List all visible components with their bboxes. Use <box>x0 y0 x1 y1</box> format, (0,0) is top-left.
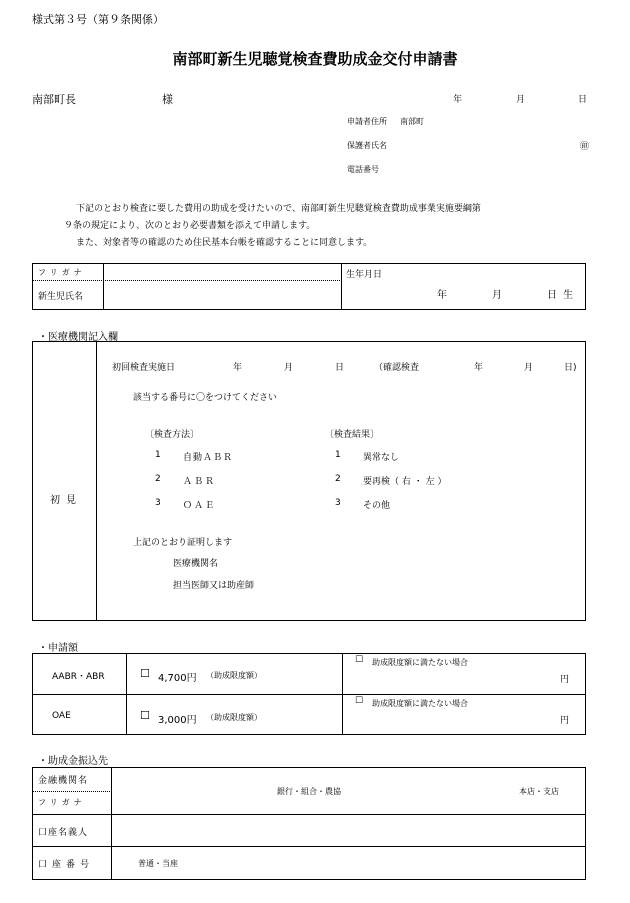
result-number[interactable]: 1 <box>335 450 341 460</box>
method-label: 自動ＡＢＲ <box>183 453 234 463</box>
guardian-name-label: 保護者氏名 <box>347 141 387 150</box>
result-label: 異常なし <box>363 453 400 463</box>
result-label: その他 <box>363 501 391 511</box>
addressee-honorific: 様 <box>162 93 173 106</box>
account-holder-input[interactable] <box>112 815 585 845</box>
birth-date-label: 生年月日 <box>346 270 383 280</box>
birth-day-suffix: 日生 <box>547 290 579 301</box>
method-label: ＯＡＥ <box>183 501 217 511</box>
result-number[interactable]: 2 <box>335 474 341 484</box>
exam-day: 日 <box>335 363 345 373</box>
birth-year: 年 <box>437 290 447 301</box>
amount-note: （助成限度額） <box>206 671 262 680</box>
amount-checkbox[interactable]: ☐ <box>140 709 150 722</box>
branch-type-options[interactable]: 本店・支店 <box>519 787 559 796</box>
confirm-exam-label: （確認検査 <box>374 363 420 373</box>
bank-section-title: ・助成金振込先 <box>38 756 108 767</box>
applicant-address-label: 申請者住所 <box>347 117 387 126</box>
applicant-address-value: 南部町 <box>400 117 424 126</box>
date-day: 日 <box>578 95 588 105</box>
under-limit-checkbox[interactable]: ☐ <box>355 696 364 706</box>
newborn-name-label: 新生児氏名 <box>38 292 84 302</box>
medical-table <box>32 341 586 621</box>
institution-name-label: 医療機関名 <box>173 559 219 569</box>
account-holder-label: 口座名義人 <box>38 828 89 838</box>
confirm-year: 年 <box>474 363 484 373</box>
form-number-label: 様式第３号（第９条関係） <box>32 13 164 26</box>
medical-section-title: ・医療機関記入欄 <box>38 332 118 343</box>
method-number[interactable]: 1 <box>155 450 161 460</box>
account-type-options[interactable]: 普通・当座 <box>138 859 178 868</box>
phone-label: 電話番号 <box>347 165 379 174</box>
birth-month: 月 <box>492 290 502 301</box>
body-line-1: 下記のとおり検査に要した費用の助成を受けたいので、南部町新生児聴覚検査費助成事業実施要綱第 <box>76 204 481 214</box>
bank-institution-label: 金融機関名 <box>38 776 89 786</box>
body-line-2: ９条の規定により、次のとおり必要書類を添えて申請します。 <box>64 221 316 231</box>
seal-mark: ㊞ <box>580 142 590 152</box>
account-number-label: 口座番号 <box>38 860 95 870</box>
method-header: 〔検査方法〕 <box>145 430 200 440</box>
amount-section-title: ・申請額 <box>38 643 78 654</box>
yen-unit: 円 <box>560 675 570 685</box>
under-limit-label: 助成限度額に満たない場合 <box>372 699 468 708</box>
result-header: 〔検査結果〕 <box>325 430 380 440</box>
under-limit-checkbox[interactable]: ☐ <box>355 655 364 665</box>
method-number[interactable]: 3 <box>155 498 161 508</box>
amount-note: （助成限度額） <box>206 713 262 722</box>
doctor-name-label: 担当医師又は助産師 <box>173 581 255 591</box>
confirm-month: 月 <box>524 363 534 373</box>
yen-unit: 円 <box>560 716 570 726</box>
exam-month: 月 <box>284 363 294 373</box>
date-year: 年 <box>453 95 463 105</box>
circle-instruction: 該当する番号に〇をつけてください <box>133 393 278 403</box>
confirm-day: 日) <box>564 363 577 373</box>
exam-year: 年 <box>233 363 243 373</box>
amount-checkbox[interactable]: ☐ <box>140 667 150 680</box>
under-limit-label: 助成限度額に満たない場合 <box>372 658 468 667</box>
addressee-name: 南部町長 <box>32 93 76 106</box>
result-label: 要再検（ 右 ・ 左 ） <box>363 477 447 487</box>
amount-value: 4,700円 <box>158 673 197 684</box>
newborn-name-input[interactable] <box>104 282 340 309</box>
exam-date-label: 初回検査実施日 <box>112 363 176 373</box>
medical-row-label: 初見 <box>50 495 82 506</box>
date-month: 月 <box>516 95 526 105</box>
result-number[interactable]: 3 <box>335 498 341 508</box>
amount-method-label: OAE <box>52 711 71 721</box>
newborn-furigana-input[interactable] <box>104 264 340 279</box>
bank-type-options[interactable]: 銀行・組合・農協 <box>277 787 341 796</box>
amount-value: 3,000円 <box>158 715 197 726</box>
body-line-3: また、対象者等の確認のため住民基本台帳を確認することに同意します。 <box>76 238 373 248</box>
form-title: 南部町新生児聴覚検査費助成金交付申請書 <box>172 50 458 68</box>
amount-method-label: AABR・ABR <box>52 672 105 682</box>
method-number[interactable]: 2 <box>155 474 161 484</box>
bank-furigana-label: フリガナ <box>38 798 86 807</box>
newborn-furigana-label: フリガナ <box>38 268 86 277</box>
certify-text: 上記のとおり証明します <box>133 538 233 548</box>
method-label: ＡＢＲ <box>183 477 217 487</box>
